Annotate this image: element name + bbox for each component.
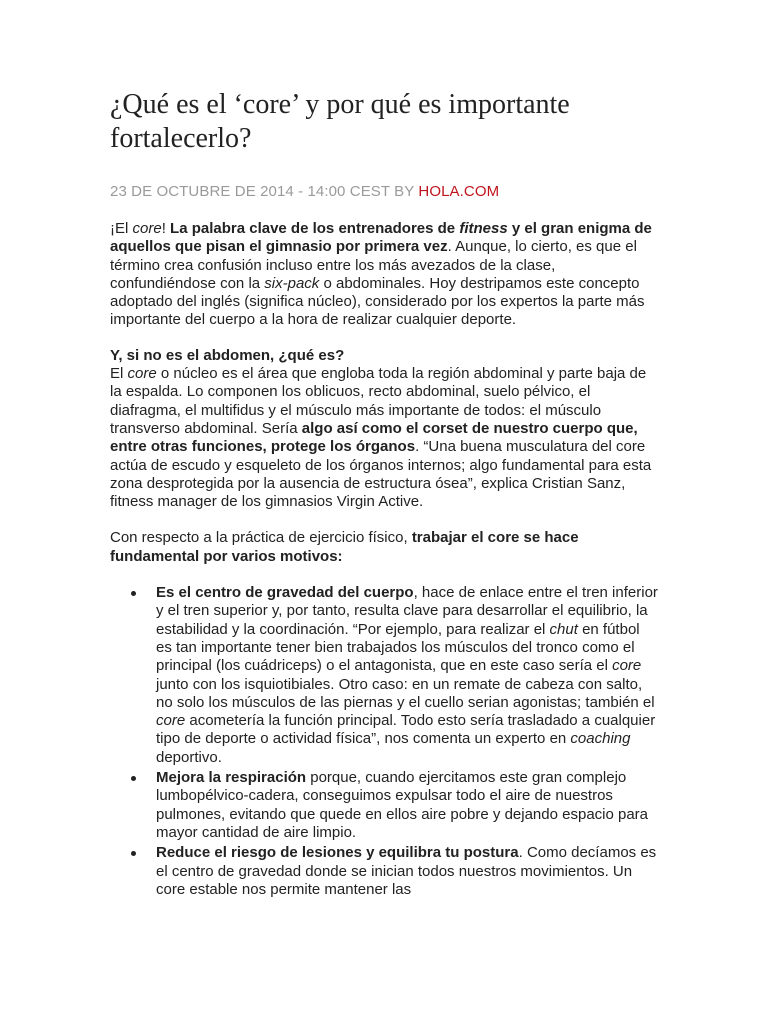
definition-paragraph: El core o núcleo es el área que engloba toda la región abdominal y parte baja de la espalda. Lo componen los oblicuos, recto abdominal, suelo pélvico, el diafragma, el multifidus y el músculo más importante de todos: el músculo transverso abdominal. Sería algo así como el corset de nuestro cuerpo que, entre otras funciones, protege los órganos. “Una buena musculatura del core actúa de escudo y esqueleto de los órganos internos; algo fundamental para esta zona desprotegida por la ausencia de estructura ósea”, explica Cristian Sanz, fitness manager de los gimnasios Virgin Active. bbox=[110, 365, 652, 511]
article-date: 23 DE OCTUBRE DE 2014 - 14:00 CEST BY bbox=[110, 183, 419, 200]
article-title: ¿Qué es el ‘core’ y por qué es importante fortalecerlo? bbox=[110, 89, 570, 154]
reasons-list bbox=[110, 584, 658, 899]
intro-paragraph: ¡El core! La palabra clave de los entrenadores de fitness y el gran enigma de aquellos que pisan el gimnasio por primera vez. Aunque, lo cierto, es que el término crea confusión incluso entre los más avezados de la clase, confundiéndose con la six-pack o abdominales. Hoy destripamos este concepto adoptado del inglés (significa núcleo), considerado por los expertos la parte más importante del cuerpo a la hora de realizar cualquier deporte. bbox=[110, 220, 652, 329]
article-meta bbox=[110, 182, 658, 202]
article-body bbox=[110, 220, 658, 899]
list-item: Reduce el riesgo de lesiones y equilibra tu postura. Como decíamos es el centro de gravedad donde se inician todos nuestros movimientos. Un core estable nos permite mantener las bbox=[156, 844, 657, 898]
section-heading: Y, si no es el abdomen, ¿qué es? bbox=[110, 346, 345, 364]
list-item: Es el centro de gravedad del cuerpo, hace de enlace entre el tren inferior y el tren superior y, por tanto, resulta clave para desarrollar el equilibrio, la estabilidad y la coordinación. “Por ejemplo, para realizar el chut en fútbol es tan importante tener bien trabajados los músculos del tronco como el principal (los cuádriceps) o el antagonista, que en este caso sería el core junto con los isquiotibiales. Otro caso: en un remate de cabeza con salto, no solo los músculos de las piernas y el cuello serian agonistas; también el core acometería la función principal. Todo esto sería trasladado a cualquier tipo de deporte o actividad física”, nos comenta un experto en coaching deportivo. bbox=[156, 584, 658, 766]
reasons-paragraph: Con respecto a la práctica de ejercicio físico, trabajar el core se hace fundamental por varios motivos: bbox=[110, 529, 579, 565]
list-item: Mejora la respiración porque, cuando ejercitamos este gran complejo lumbopélvico-cadera, conseguimos expulsar todo el aire de nuestros pulmones, evitando que quede en ellos aire pobre y dejando espacio para mayor cantidad de aire limpio. bbox=[156, 769, 658, 842]
source-link[interactable]: HOLA.COM bbox=[418, 183, 500, 200]
